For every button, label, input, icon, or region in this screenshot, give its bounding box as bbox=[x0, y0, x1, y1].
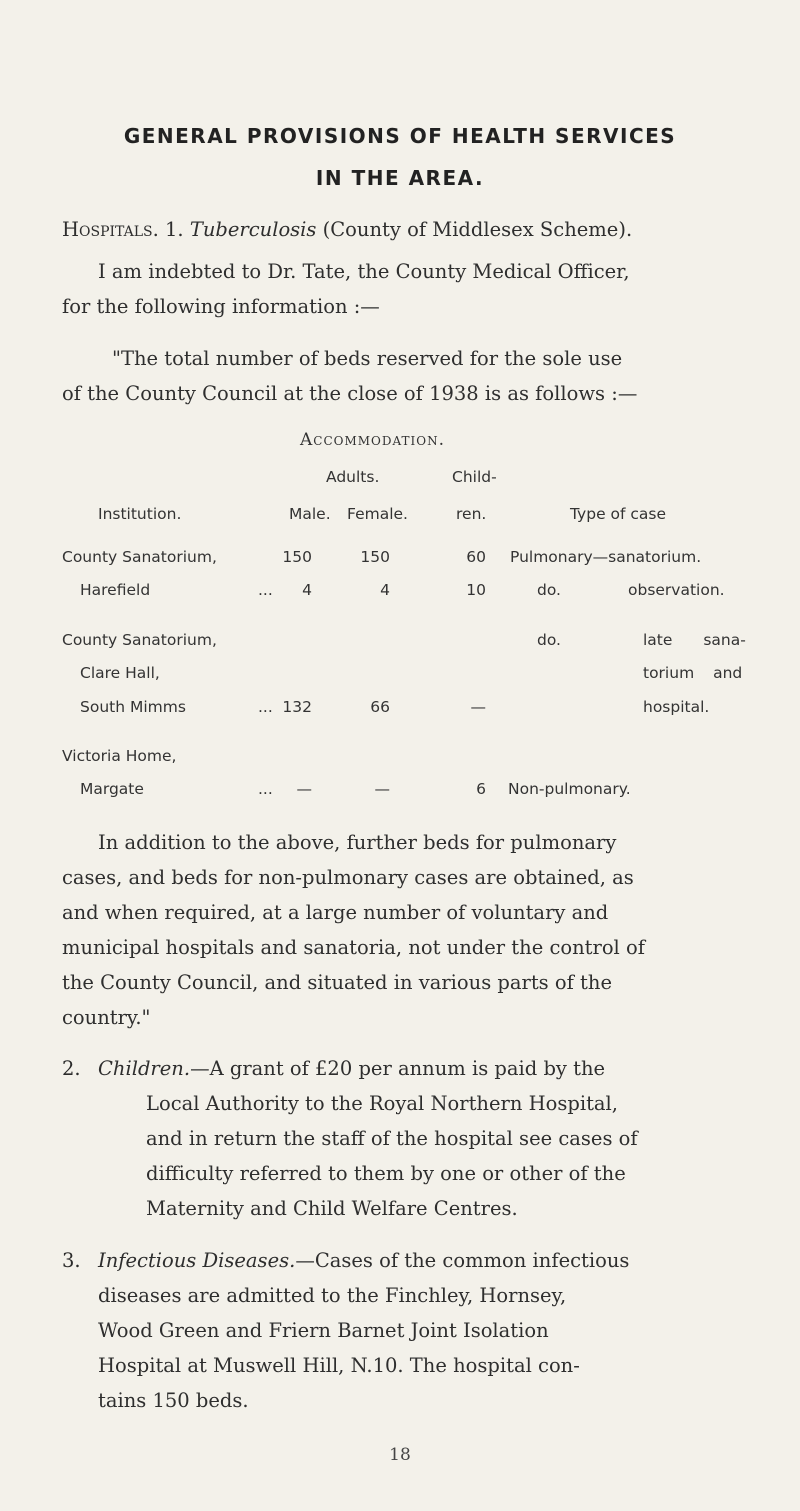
quote-line-2: of the County Council at the close of 1938 is as follows :— bbox=[62, 382, 638, 405]
table-cell-institution: Victoria Home, bbox=[62, 747, 177, 765]
infectious-line-3: Wood Green and Friern Barnet Joint Isolation bbox=[98, 1319, 549, 1342]
table-cell-male: — bbox=[296, 780, 312, 798]
institution-heading: Institution. bbox=[98, 505, 182, 523]
infectious-title: Infectious Diseases. bbox=[98, 1249, 296, 1272]
table-cell-type-do: do. bbox=[537, 581, 561, 599]
quote-line-1: "The total number of beds reserved for the sole use bbox=[112, 347, 623, 370]
table-cell-institution: South Mimms bbox=[80, 698, 186, 716]
table-cell-institution: Margate bbox=[80, 780, 144, 798]
table-cell-female: 66 bbox=[370, 698, 390, 716]
children-title: Children. bbox=[98, 1057, 191, 1080]
indebted-line-2: for the following information :— bbox=[62, 295, 380, 318]
children-line-1 bbox=[98, 1052, 605, 1087]
children-text-1: —A grant of £20 per annum is paid by the bbox=[190, 1057, 606, 1080]
table-cell-children: 6 bbox=[476, 780, 486, 798]
infectious-line-4: Hospital at Muswell Hill, N.10. The hospital con- bbox=[98, 1354, 580, 1377]
table-cell-type-do: do. bbox=[537, 631, 561, 649]
table-cell-dots: ... bbox=[258, 581, 273, 599]
addition-line-4: municipal hospitals and sanatoria, not under the control of bbox=[62, 936, 645, 959]
table-cell-type: Pulmonary—sanatorium. bbox=[510, 548, 702, 566]
table-cell-type: torium and bbox=[643, 664, 743, 682]
indebted-line-1: I am indebted to Dr. Tate, the County Medical Officer, bbox=[98, 260, 630, 283]
table-cell-male: 4 bbox=[302, 581, 312, 599]
adults-heading: Adults. bbox=[326, 468, 380, 486]
addition-line-5: the County Council, and situated in various parts of the bbox=[62, 971, 612, 994]
table-cell-type: observation. bbox=[628, 581, 725, 599]
item-number: 1. bbox=[165, 218, 184, 241]
table-cell-institution: Harefield bbox=[80, 581, 151, 599]
children-number: 2. bbox=[62, 1057, 81, 1080]
table-cell-institution: County Sanatorium, bbox=[62, 548, 217, 566]
table-cell-children: 60 bbox=[466, 548, 486, 566]
infectious-number: 3. bbox=[62, 1249, 81, 1272]
table-cell-children: 10 bbox=[466, 581, 486, 599]
table-cell-institution: Clare Hall, bbox=[80, 664, 160, 682]
table-cell-female: 150 bbox=[360, 548, 390, 566]
table-cell-dots: ... bbox=[258, 698, 273, 716]
heading-line-1: GENERAL PROVISIONS OF HEALTH SERVICES bbox=[123, 124, 677, 148]
children-heading-2: ren. bbox=[456, 505, 487, 523]
table-cell-type: late sana- bbox=[643, 631, 746, 649]
accommodation-heading: Accommodation. bbox=[300, 430, 446, 450]
page-number: 18 bbox=[389, 1445, 411, 1465]
table-cell-dots: ... bbox=[258, 780, 273, 798]
table-cell-male: 150 bbox=[282, 548, 312, 566]
addition-line-1: In addition to the above, further beds for pulmonary bbox=[98, 831, 617, 854]
heading-line-2: IN THE AREA. bbox=[315, 166, 485, 190]
children-line-4: difficulty referred to them by one or other of the bbox=[146, 1162, 626, 1185]
female-heading: Female. bbox=[347, 505, 408, 523]
addition-line-3: and when required, at a large number of voluntary and bbox=[62, 901, 609, 924]
children-line-2: Local Authority to the Royal Northern Hospital, bbox=[146, 1092, 618, 1115]
table-cell-male: 132 bbox=[282, 698, 312, 716]
type-heading: Type of case bbox=[570, 505, 667, 523]
children-line-3: and in return the staff of the hospital see cases of bbox=[146, 1127, 638, 1150]
infectious-text-1: —Cases of the common infectious bbox=[295, 1249, 630, 1272]
infectious-line-1 bbox=[98, 1244, 629, 1279]
addition-line-6: country." bbox=[62, 1006, 151, 1029]
children-heading-1: Child- bbox=[452, 468, 497, 486]
item-title: Tuberculosis bbox=[189, 218, 317, 241]
table-cell-type: Non-pulmonary. bbox=[508, 780, 631, 798]
hospitals-label: Hospitals. bbox=[62, 218, 159, 241]
table-cell-institution: County Sanatorium, bbox=[62, 631, 217, 649]
table-cell-children: — bbox=[470, 698, 486, 716]
table-cell-female: 4 bbox=[380, 581, 390, 599]
infectious-line-2: diseases are admitted to the Finchley, Hornsey, bbox=[98, 1284, 567, 1307]
item-rest: (County of Middlesex Scheme). bbox=[322, 218, 633, 241]
children-line-5: Maternity and Child Welfare Centres. bbox=[146, 1197, 518, 1220]
table-cell-type: hospital. bbox=[643, 698, 710, 716]
table-cell-female: — bbox=[374, 780, 390, 798]
addition-line-2: cases, and beds for non-pulmonary cases are obtained, as bbox=[62, 866, 634, 889]
male-heading: Male. bbox=[289, 505, 331, 523]
infectious-line-5: tains 150 beds. bbox=[98, 1389, 249, 1412]
